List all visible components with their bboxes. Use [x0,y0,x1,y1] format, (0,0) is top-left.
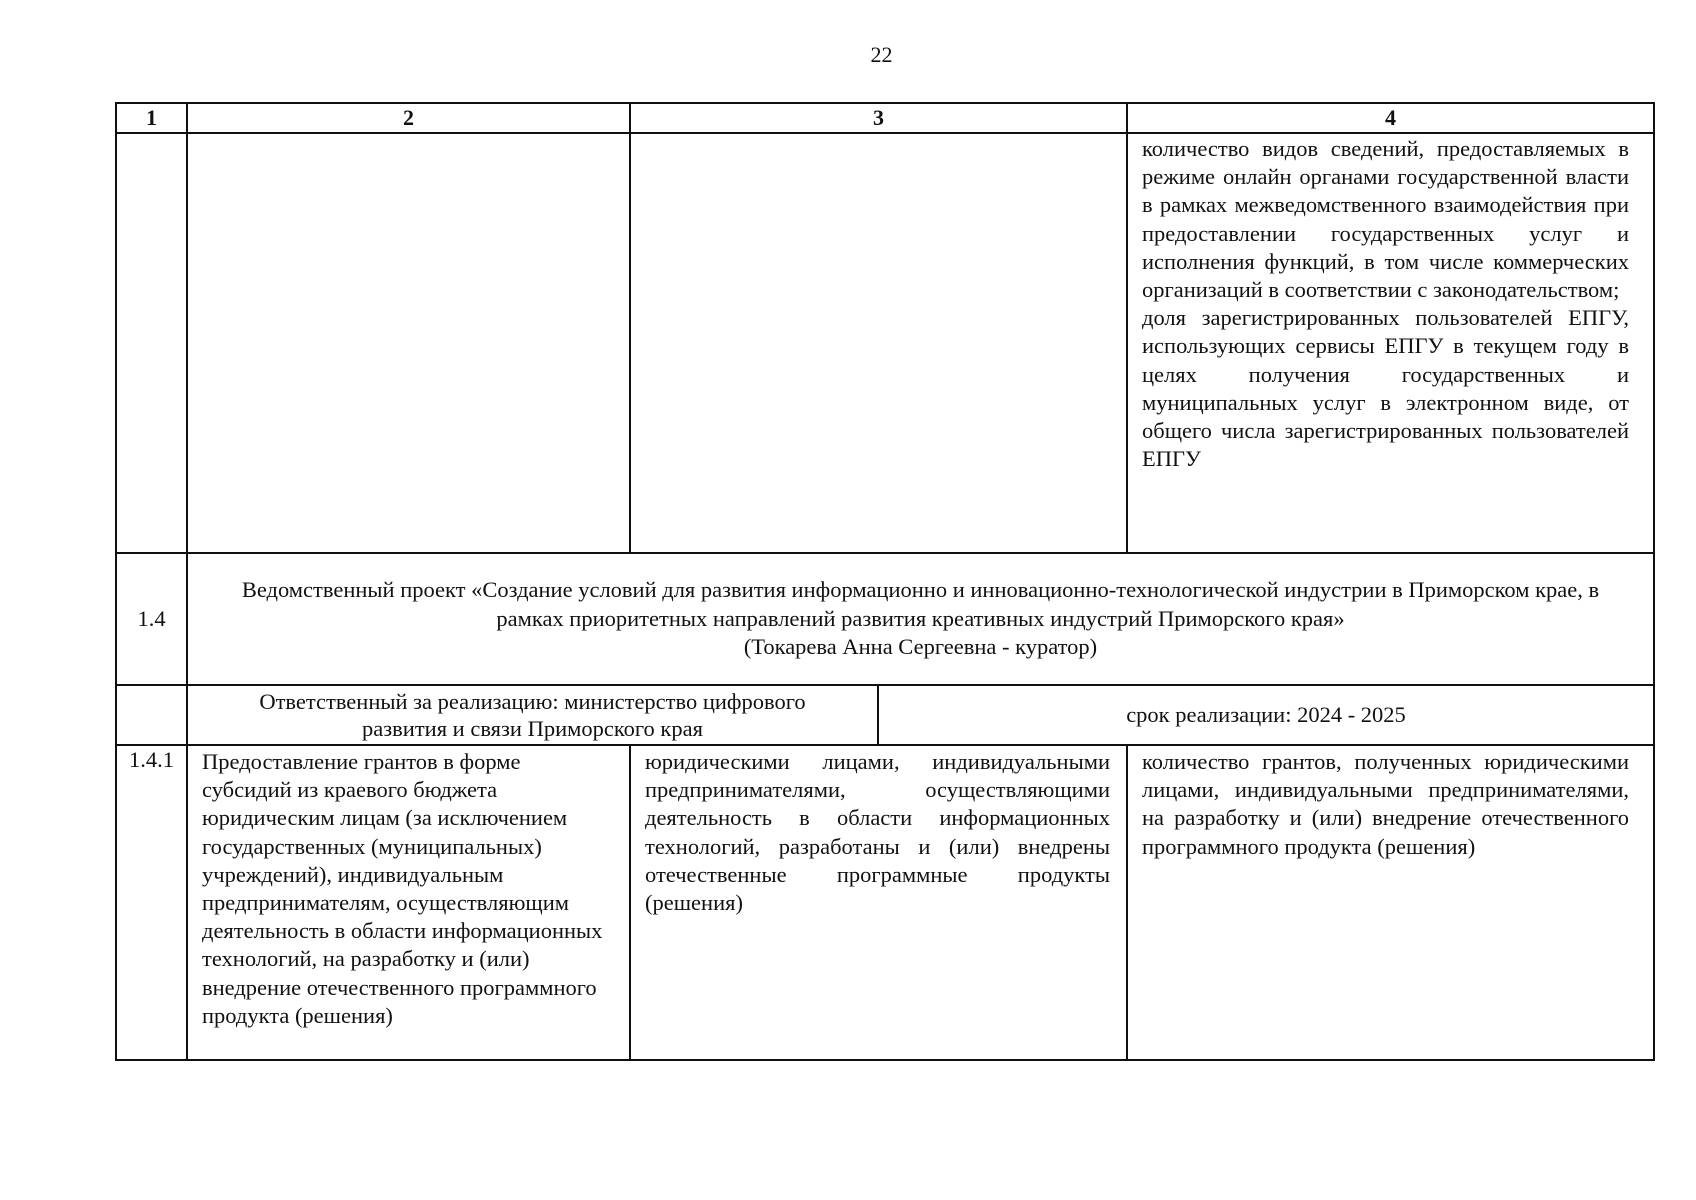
item-indicator-text: количество грантов, полученных юридическими лицами, индивидуальными предпринимателями, на разработку и (или) внедрение отечественного программного продукта (решения) [1142,749,1629,859]
responsible-text: Ответственный за реализацию: министерство цифрового развития и связи Приморского края [188,686,878,744]
item-number: 1.4.1 [116,745,187,1060]
section-number: 1.4 [116,553,187,685]
deadline-text: срок реализации: 2024 - 2025 [1126,701,1406,727]
responsible-number-cell [116,685,187,745]
column-header-1: 1 [116,103,187,133]
responsible-split-cell [187,685,1654,745]
item-row [116,745,1654,1060]
responsible-split [188,686,1653,744]
section-title: Ведомственный проект «Создание условий для развития информационно и инновационно-технологической индустрии в Приморском крае, в рамках приоритетных направлений развития креативных индустрий Приморского края» [241,577,1600,631]
column-header-4: 4 [1127,103,1654,133]
item-indicator-cell [1127,745,1654,1060]
column-header-3: 3 [630,103,1127,133]
column-header-2: 2 [187,103,630,133]
section-title-cell [187,553,1654,685]
continuation-col3-cell [630,133,1127,553]
indicator-paragraph-2: доля зарегистрированных пользователей ЕПГУ, использующих сервисы ЕПГУ в текущем году в целях получения государственных и муниципальных услуг в электронном виде, от общего числа зарегистрированных пользователей ЕПГУ [1142,305,1629,472]
continuation-number-cell [116,133,187,553]
item-result-cell [630,745,1127,1060]
continuation-row [116,133,1654,553]
continuation-col2-cell [187,133,630,553]
item-result-text: юридическими лицами, индивидуальными предпринимателями, осуществляющими деятельность в области информационных технологий, разработаны и (или) внедрены отечественные программные продукты (решения) [645,749,1110,916]
plan-table [115,102,1655,1061]
header-row [116,103,1654,133]
continuation-indicators-cell [1127,133,1654,553]
section-row [116,553,1654,685]
section-curator: (Токарева Анна Сергеевна - куратор) [743,634,1098,660]
item-measure-text: Предоставление грантов в форме субсидий из краевого бюджета юридическим лицам (за исключением государственных (муниципальных) учреждений), индивидуальным предпринимателям, осуществляющим деятельность в области информационных технологий, на разработку и (или) внедрение отечественного программного продукта (решения) [202,749,603,1028]
indicator-paragraph-1: количество видов сведений, предоставляемых в режиме онлайн органами государственной власти в рамках межведомственного взаимодействия при предоставлении государственных услуг и исполнения функций, в том числе коммерческих организаций в соответствии с законодательством; [1142,136,1629,303]
page-number: 22 [870,42,893,67]
responsible-row [116,685,1654,745]
item-measure-cell [187,745,630,1060]
